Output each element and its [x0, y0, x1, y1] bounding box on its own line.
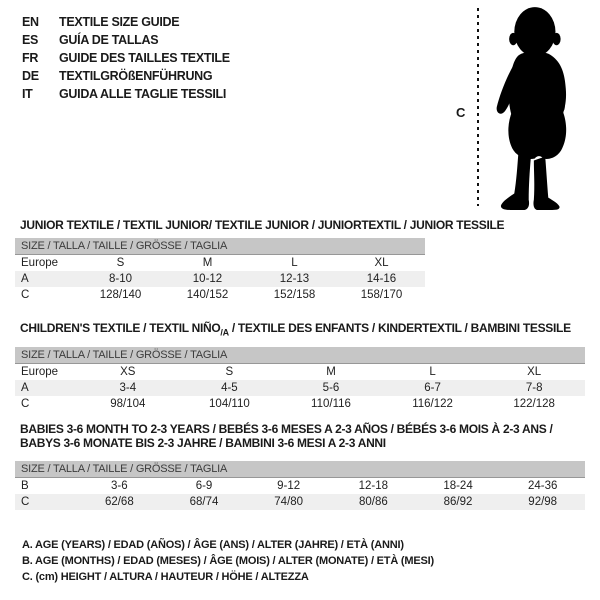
- table-row-months: [15, 478, 585, 494]
- language-title: GUIDA ALLE TAGLIE TESSILI: [59, 87, 227, 101]
- babies-table: [15, 461, 585, 510]
- language-code: IT: [22, 87, 33, 101]
- size-cell: XL: [374, 257, 389, 269]
- language-code: ES: [22, 33, 39, 47]
- note-age-years: A. AGE (YEARS) / EDAD (AÑOS) / ÂGE (ANS) / ALTER (JAHRE) / ETÀ (ANNI): [22, 539, 404, 551]
- baby-silhouette-icon: [486, 4, 592, 210]
- height-cell: 98/104: [110, 398, 146, 410]
- language-code: EN: [22, 15, 39, 29]
- row-label: B: [21, 480, 29, 492]
- babies-table-title: [20, 423, 580, 450]
- children-table-title: [20, 321, 571, 337]
- size-cell: M: [326, 366, 336, 378]
- height-cell: 80/86: [358, 496, 388, 508]
- size-header-row: SIZE / TALLA / TAILLE / GRÖSSE / TAGLIA: [15, 347, 585, 364]
- size-header-row: SIZE / TALLA / TAILLE / GRÖSSE / TAGLIA: [15, 238, 425, 255]
- size-cell: M: [202, 257, 213, 269]
- note-height-cm: C. (cm) HEIGHT / ALTURA / HAUTEUR / HÖHE / ALTEZZA: [22, 571, 309, 583]
- junior-table-title: JUNIOR TEXTILE / TEXTIL JUNIOR/ TEXTILE JUNIOR / JUNIORTEXTIL / JUNIOR TESSILE: [20, 218, 505, 232]
- table-row-europe: [15, 255, 425, 271]
- months-cell: 24-36: [527, 480, 558, 492]
- age-cell: 7-8: [525, 382, 543, 394]
- height-cell: 122/128: [513, 398, 555, 410]
- junior-table: [15, 238, 425, 303]
- language-title: GUÍA DE TALLAS: [59, 33, 159, 47]
- language-row-it: [22, 85, 230, 103]
- size-cell: L: [291, 257, 298, 269]
- language-code: DE: [22, 69, 39, 83]
- language-row-en: [22, 13, 230, 31]
- size-cell: S: [116, 257, 125, 269]
- size-cell: S: [225, 366, 234, 378]
- row-label: Europe: [21, 366, 59, 378]
- age-cell: 3-4: [119, 382, 137, 394]
- height-cell: 92/98: [528, 496, 558, 508]
- row-label: A: [21, 382, 29, 394]
- children-title-pre: CHILDREN'S TEXTILE / TEXTIL NIÑO: [20, 321, 221, 335]
- height-cell: 140/152: [186, 289, 229, 301]
- language-title-block: [22, 13, 230, 103]
- age-cell: 4-5: [221, 382, 238, 394]
- language-row-fr: [22, 49, 230, 67]
- age-cell: 5-6: [322, 382, 340, 394]
- height-cell: 62/68: [104, 496, 134, 508]
- row-label: C: [21, 398, 30, 410]
- height-cell: 104/110: [209, 398, 250, 410]
- row-label: C: [21, 289, 30, 301]
- table-row-height: [15, 287, 425, 303]
- table-row-age: [15, 271, 425, 287]
- height-cell: 110/116: [311, 398, 351, 410]
- months-cell: 18-24: [443, 480, 473, 492]
- children-title-subscript: /A: [220, 327, 229, 338]
- size-cell: XS: [120, 366, 136, 378]
- language-row-de: [22, 67, 230, 85]
- months-cell: 3-6: [111, 480, 128, 492]
- height-cell: 74/80: [274, 496, 304, 508]
- language-code: FR: [22, 51, 39, 65]
- months-cell: 9-12: [277, 480, 301, 492]
- size-header-row: SIZE / TALLA / TAILLE / GRÖSSE / TAGLIA: [15, 461, 585, 478]
- row-label: A: [21, 273, 29, 285]
- language-title: TEXTILGRÖßENFÜHRUNG: [59, 69, 213, 83]
- note-age-months: B. AGE (MONTHS) / EDAD (MESES) / ÂGE (MOIS) / ALTER (MONATE) / ETÀ (MESI): [22, 555, 434, 567]
- row-label: C: [21, 496, 30, 508]
- babies-title-line2: BABYS 3-6 MONATE BIS 2-3 JAHRE / BAMBINI 3-6 MESI A 2-3 ANNI: [20, 435, 386, 450]
- babies-title-line1: BABIES 3-6 MONTH TO 2-3 YEARS / BEBÉS 3-6 MESES A 2-3 AÑOS / BÉBÉS 3-6 MOIS À 2-3 ANS /: [20, 422, 553, 436]
- age-cell: 12-13: [279, 273, 310, 285]
- table-row-europe: [15, 364, 585, 380]
- height-cell: 68/74: [189, 496, 219, 508]
- table-row-age: [15, 380, 585, 396]
- height-cell: 152/158: [273, 289, 316, 301]
- legend-notes: [22, 537, 434, 585]
- language-row-es: [22, 31, 230, 49]
- age-cell: 8-10: [108, 273, 133, 285]
- children-table: [15, 347, 585, 412]
- size-cell: XL: [527, 366, 542, 378]
- table-row-height: [15, 396, 585, 412]
- height-cell: 116/122: [412, 398, 453, 410]
- months-cell: 12-18: [358, 480, 389, 492]
- age-cell: 14-16: [366, 273, 397, 285]
- age-cell: 6-7: [424, 382, 441, 394]
- height-cell: 158/170: [360, 289, 403, 301]
- height-dashed-line: [477, 8, 479, 206]
- height-measure-figure: [440, 0, 600, 215]
- children-title-post: / TEXTILE DES ENFANTS / KINDERTEXTIL / BAMBINI TESSILE: [228, 321, 571, 335]
- height-cell: 128/140: [99, 289, 142, 301]
- language-title: TEXTILE SIZE GUIDE: [59, 15, 180, 29]
- age-cell: 10-12: [192, 273, 223, 285]
- table-row-height: [15, 494, 585, 510]
- row-label: Europe: [21, 257, 59, 269]
- height-cell: 86/92: [443, 496, 473, 508]
- months-cell: 6-9: [195, 480, 213, 492]
- height-measure-label: C: [456, 105, 466, 120]
- size-cell: L: [429, 366, 436, 378]
- language-title: GUIDE DES TAILLES TEXTILE: [59, 51, 230, 65]
